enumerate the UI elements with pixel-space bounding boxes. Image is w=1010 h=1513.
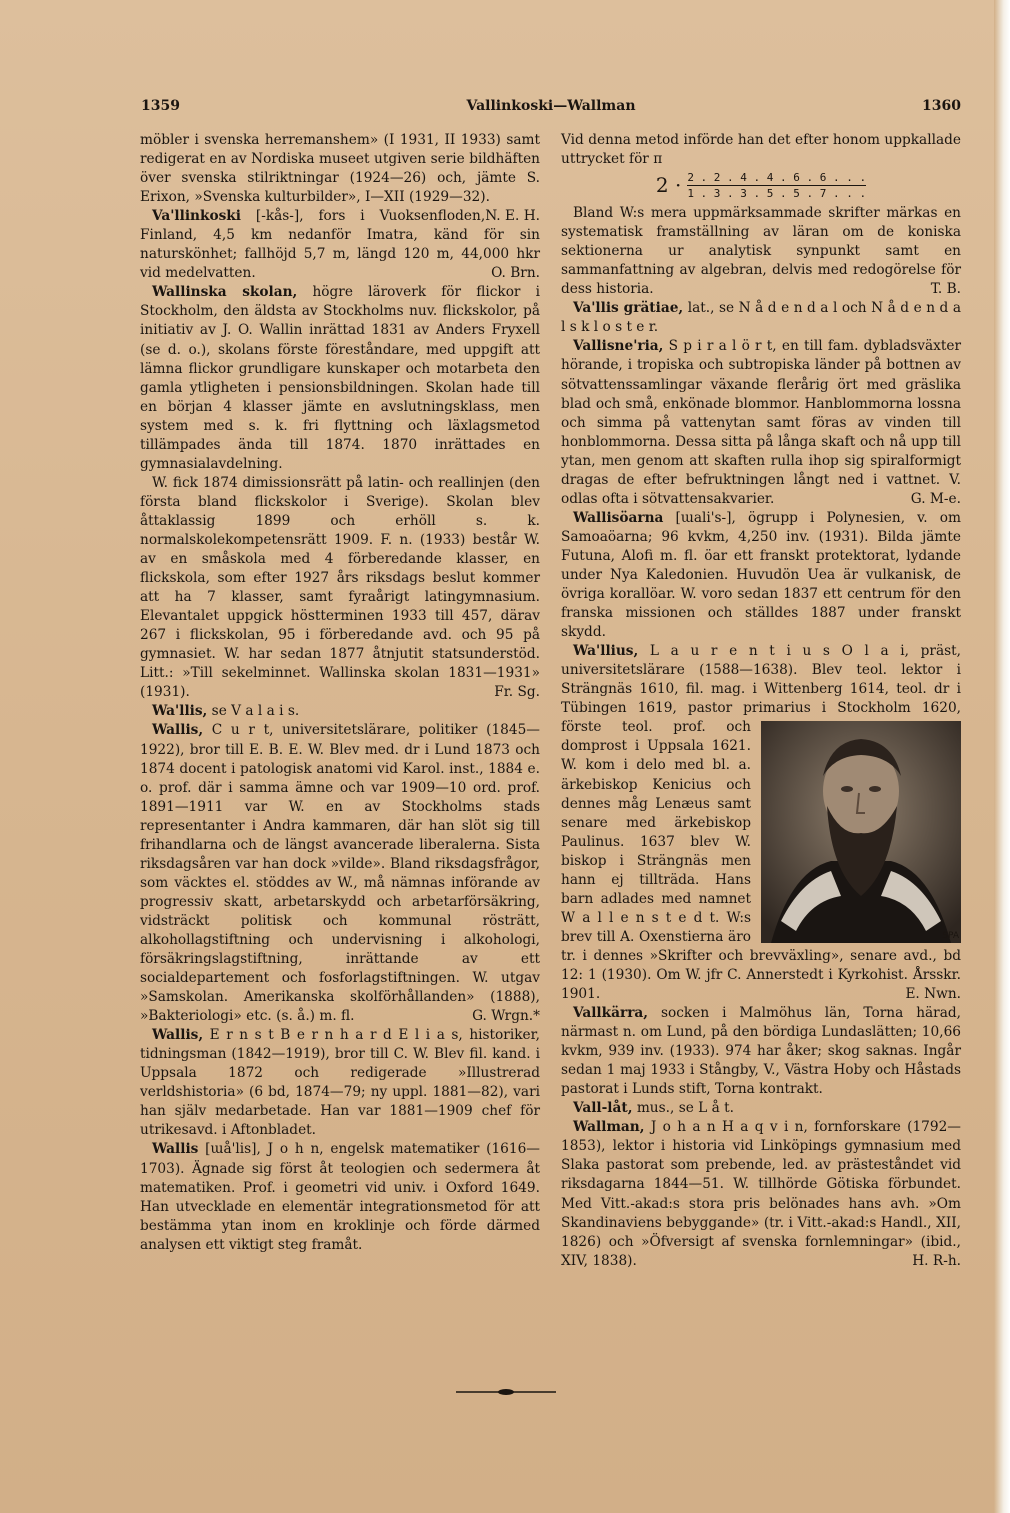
formula-numerator: 2 . 2 . 4 . 4 . 6 . 6 . . .	[687, 171, 867, 185]
headword: Vallisne'ria,	[573, 338, 664, 355]
page-edge	[994, 0, 1010, 1513]
article-wallman: Wallman, J o h a n H a q v i n, fornforskare (1792—1853), lektor i historia vid Linköpings gymnasium med Slaka pastorat som prebende, led. av prästeståndet vid riksdagarna 1844—51. W. tillhörde Götiska förbundet. Med Vitt.-akad:s stora pris belönades hans avh. »Om Skandinaviens bebyggande» (tr. i Vitt.-akad:s Handl., XII, 1826) och »Öfversigt af svenska fornlemningar» (ibid., XIV, 1838). H. R-h.	[561, 1118, 961, 1270]
article-vallis-gratiae: Va'llis grätiae, lat., se N å d e n d a l och N å d e n d a l s k l o s t e r.	[561, 300, 961, 336]
end-ornament	[456, 1388, 556, 1396]
article-vall-lat: Vall-låt, mus., se L å t.	[573, 1100, 734, 1117]
headword: Wallinska skolan,	[152, 284, 298, 301]
author-signature: H. R-h.	[912, 1252, 961, 1269]
headword: Wallis	[152, 1141, 199, 1158]
running-title: Vallinkoski—Wallman	[466, 98, 636, 114]
headword: Wallman,	[573, 1119, 645, 1136]
headword: Wa'llius,	[573, 643, 639, 660]
left-column	[140, 131, 540, 1255]
page-header	[141, 98, 961, 120]
author-signature: T. B.	[930, 281, 961, 298]
article-wallis-john-end: Bland W:s mera uppmärksammade skrifter märkas en systematisk framställning av läran om de koniska sektionerna ur analytisk synpunkt samt en sammanfattning av algebran, delvis med redogörelse för dess historia. T. B.	[561, 204, 961, 299]
page-number-right: 1360	[922, 98, 961, 114]
article-wallisoarna: Wallisöarna [ɯali's-], ögrupp i Polynesien, v. om Samoaöarna; 96 kvkm, 4,250 inv. (1931). Bilda jämte Futuna, Alofi m. fl. öar ett franskt protektorat, lydande under Nya Kaledonien. Huvudön Uea är vulkanisk, de övriga korallöar. W. voro sedan 1837 ett centrum för den franska missionen och ställdes 1887 under franskt skydd.	[561, 509, 961, 641]
formula-denominator: 1 . 3 . 3 . 5 . 5 . 7 . . .	[687, 187, 867, 201]
article-wallinska-skolan-cont: W. fick 1874 dimissionsrätt på latin- och reallinjen (den första bland flickskolor i Sverige). Skolan blev åttaklassig 1899 och erhöll s. k. normalskolekompetensrätt 1909. F. n. (1933) består W. av en småskola med 4 förberedande klasser, en flickskola, som efter 1927 års riksdags beslut kommer att ha 7 klasser, samt fyraårigt latingymnasium. Elevantalet uppgick höstterminen 1933 till 457, därav 267 i flickskolan, 95 i förberedande avd. och 95 på gymnasiet. W. har sedan 1877 åtnjutit statsunderstöd. Litt.: »Till sekelminnet. Wallinska skolan 1831—1931» (1931). Fr. Sg.	[140, 474, 540, 703]
article-vallkarra: Vallkärra, socken i Malmöhus län, Torna härad, närmast n. om Lund, på den bördiga Lundaslätten; 10,66 kvkm, 939 inv. (1933). 974 har åker; skog saknas. Ingår sedan 1 maj 1933 i Stångby, V., Västra Hoby och Håstads pastorat i Lunds stift, Torna kontrakt.	[561, 1005, 961, 1098]
headword: Wa'llis,	[152, 703, 208, 720]
page-number-left: 1359	[141, 98, 180, 114]
author-signature: G. M-e.	[910, 490, 961, 507]
article-wallis-ernst: Wallis, E r n s t B e r n h a r d E l i a s, historiker, tidningsman (1842—1919), bror till C. W. Blev fil. kand. i Uppsala 1872 och redigerade »Illustrerad verldshistoria» (6 bd, 1874—79; ny uppl. 1881—82), vari han själv medarbetade. Han var 1881—1909 chef för utrikesavd. i Aftonbladet.	[140, 1027, 540, 1139]
article-vallisneria: Vallisne'ria, S p i r a l ö r t, en till fam. dybladsväxter hörande, i tropiska och subtropiska länder på bottnen av sötvattenssamlingar växande flerårig ört med gräslika blad och små, enkönade blommor. Hanblommorna lossna och simma på vattenytan samt föras av vinden till honblommorna. Dessa sitta på långa skaft och nå upp till ytan, men genom att skaften rulla ihop sig spiralformigt dragas de efter befruktningen långt ned i vattnet. V. odlas ofta i sötvattensakvarier. G. M-e.	[561, 337, 961, 508]
article-wallis-curt: Wallis, C u r t, universitetslärare, politiker (1845—1922), bror till E. B. E. W. Blev med. dr i Lund 1873 och 1874 docent i patologisk anatomi vid Karol. inst., 1884 e. o. prof. där i samma ämne och var 1909—10 ord. prof. 1891—1911 var W. en av Stockholms stads representanter i Andra kammaren, där han slöt sig till frihandlarna och de längst avancerade liberalerna. Sista riksdagsåren var han dock »vilde». Bland riksdagsfrågor, som väcktes el. stöddes av W., må nämnas införande av progressiv skatt, arbetarskydd och arbetarförsäkring, vidsträckt politisk och kommunal rösträtt, alkohollagstiftning och undervisning i alkohologi, försäkringslagstiftning, inrättande av ett socialdepartement och fosforlagstiftningen. W. utgav »Samskolan. Amerikanska skolförhållanden» (1888), »Bakteriologi» etc. (s. å.) m. fl. G. Wrgn.*	[140, 721, 540, 1026]
headword: Wallis,	[152, 1027, 204, 1044]
article-continuation: möbler i svenska herremanshem» (I 1931, II 1933) samt redigerat en av Nordiska museet utgiven serie bildhäften över svenska stilriktningar (1924—26) och, jämte S. Erixon, »Svenska kulturbilder», I—XII (1929—32). N. E. H.	[140, 131, 540, 207]
article-vallinkoski: Va'llinkoski [-kås-], fors i Vuoksenfloden, Finland, 4,5 km nedanför Imatra, känd för sin naturskönhet; fallhöjd 5,7 m, längd 120 m, 44,000 hkr vid medelvatten. O. Brn.	[140, 207, 540, 283]
headword: Vall-låt,	[573, 1100, 633, 1117]
article-wallius: Wa'llius, L a u r e n t i u s O l a i, präst, universitetslärare (1588—1638). Blev teol. lektor i Strängnäs 1610, fil. mag. i Wittenberg 1614, teol. dr i Tübingen 1619, pastor primarius i SPA Stockholm 1620, förste teol. prof. och domprost i Uppsala 1621. W. kom i delo med bl. a. ärkebiskop Kenicius och dennes måg Lenæus samt senare med ärkebiskop Paulinus. 1637 blev W. biskop i Strängnäs men hann ej tillträda. Hans barn adlades med namnet W a l l e n s t e d t. W:s brev till A. Oxenstierna äro tr. i dennes »Skrifter och brevväxling», senare avd., bd 12: 1 (1930). Om W. jfr C. Annerstedt i Kyrkohist. Årsskr. 1901. E. Nwn.	[561, 642, 961, 1004]
headword: Wallis,	[152, 722, 204, 739]
article-wallis-valais: Wa'llis, se V a l a i s.	[152, 703, 300, 720]
right-column	[561, 131, 961, 1271]
headword: Va'llinkoski	[152, 208, 241, 225]
author-signature: E. Nwn.	[905, 986, 961, 1003]
headword: Vallkärra,	[573, 1005, 649, 1022]
article-wallis-john: Wallis [ɯå'lis], J o h n, engelsk matematiker (1616—1703). Ägnade sig först åt teologien och sedermera åt matematiken. Prof. i geometri vid univ. i Oxford 1649. Han utvecklade en elementär integrationsmetod för att bestämma ytan inom en kroklinje och förde därmed analysen ett viktigt steg framåt.	[140, 1141, 540, 1253]
wallis-product-formula: 2 · $\frac{2 . 2 . 4 . 4 . 6 . 6 . . .}{1 . 3 . 3 . 5 . 5 . 7 . . .}$	[655, 171, 867, 201]
headword: Wallisöarna	[573, 509, 664, 526]
headword: Va'llis grätiae,	[573, 300, 684, 317]
portrait-caption: SPA	[942, 931, 959, 942]
author-signature: O. Brn.	[491, 265, 540, 282]
article-wallis-john-cont: Vid denna metod införde han det efter honom uppkallade uttrycket för π	[561, 132, 961, 168]
author-signature: G. Wrgn.*	[472, 1008, 540, 1025]
article-wallinska-skolan: Wallinska skolan, högre läroverk för flickor i Stockholm, den äldsta av Stockholms nuv. flickskolor, på initiativ av J. O. Wallin inrättad 1831 av Anders Fryxell (se d. o.), skolans förste föreståndare, med uppgift att lämna flickor grundligare kunskaper och motarbeta den gamla ytligheten i pensionsbildningen. Skolan hade till en början 4 klasser jämte en avslutningsklass, men system med s. k. fri flyttning och läxlagsmetod tillämpades ända till 1874. 1870 inrättades en gymnasialavdelning.	[140, 284, 540, 472]
author-signature: N. E. H.	[485, 208, 540, 225]
portrait-image	[761, 721, 961, 943]
author-signature: Fr. Sg.	[494, 684, 540, 701]
